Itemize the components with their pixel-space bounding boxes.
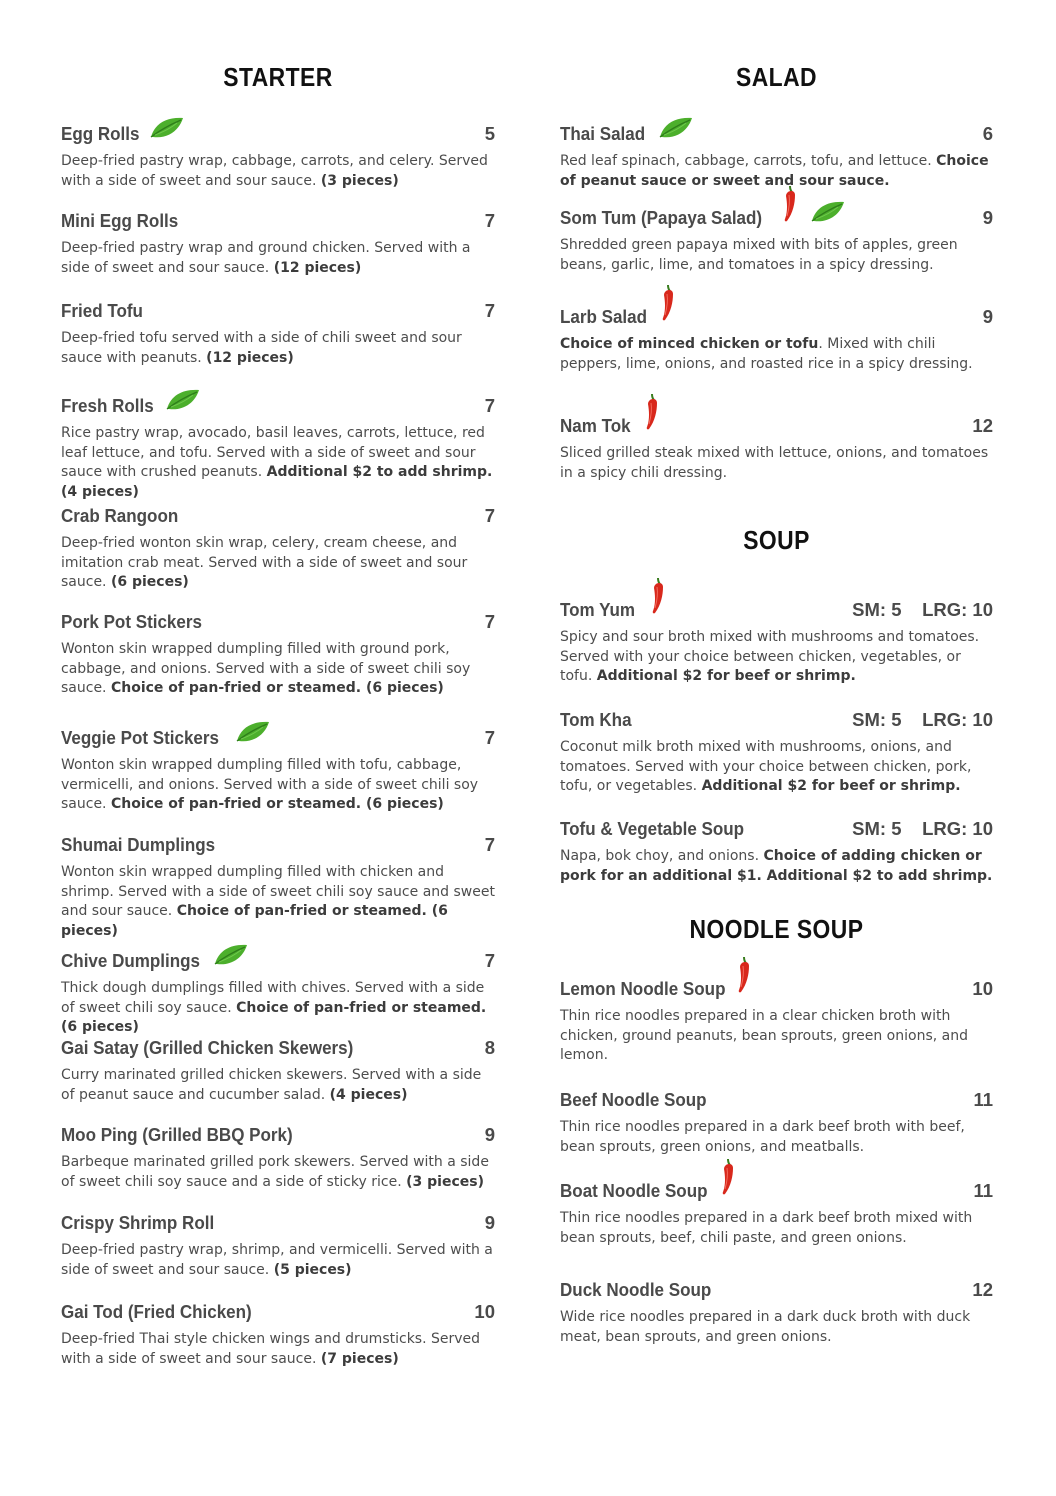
menu-item-veggie-pot-stickers [61,719,495,815]
menu-item-gai-tod-fried-chicken [61,1295,495,1369]
item-description-bold: Additional $2 to add shrimp. (4 pieces) [61,464,493,500]
item-description-bold-lead: Choice of minced chicken or tofu [560,336,819,352]
item-description [61,534,495,593]
item-description-text: Spicy and sour broth mixed with mushrooms and tomatoes. Served with your choice between chicken, vegetables, or tofu. [560,629,980,684]
item-description [560,236,993,275]
item-price: 10 [474,1301,495,1322]
item-description [560,1308,993,1347]
item-price: 7 [484,505,495,526]
item-name: Duck Noodle Soup [560,1279,712,1300]
item-price: 11 [973,1089,993,1110]
menu-item-pork-pot-stickers [61,605,495,699]
menu-item-beef-noodle-soup [560,1083,993,1157]
menu-item-crispy-shrimp-roll [61,1206,495,1280]
chili-pepper-icon [644,393,660,431]
menu-item-tom-yum [560,575,993,687]
item-description-text: Rice pastry wrap, avocado, basil leaves, carrots, lettuce, red leaf lettuce, and tofu. Served with a side of sweet and sour sauce with crushed peanuts. [61,425,485,480]
item-price: SM: 5 LRG: 10 [852,818,993,839]
chili-pepper-icon [782,185,798,223]
item-description [61,239,495,278]
item-price: 7 [484,727,495,748]
menu-item-lemon-noodle-soup [560,954,993,1066]
item-description [61,1153,495,1192]
item-price: SM: 5 LRG: 10 [852,599,993,620]
item-name: Tofu & Vegetable Soup [560,818,745,839]
item-price: 7 [484,950,495,971]
item-name: Egg Rolls [61,123,140,144]
item-price: 10 [972,978,993,999]
menu-item-chive-dumplings [61,942,495,1038]
item-description [560,444,993,483]
menu-item-nam-tok [560,391,993,483]
item-price: 7 [484,611,495,632]
item-description [560,1118,993,1157]
item-name: Veggie Pot Stickers [61,727,219,748]
item-price: 5 [484,123,495,144]
item-description-text: Wide rice noodles prepared in a dark duck broth with duck meat, bean sprouts, and green onions. [560,1309,971,1345]
item-price: 12 [972,415,993,436]
item-description-text: Coconut milk broth mixed with mushrooms, onions, and tomatoes. Served with your choice between chicken, pork, tofu, or vegetables. [560,739,972,794]
item-price: 11 [973,1180,993,1201]
item-description [61,640,495,699]
item-name: Fresh Rolls [61,395,154,416]
item-description-text: Deep-fried tofu served with a side of chili sweet and sour sauce with peanuts. [61,330,462,366]
leaf-icon [658,115,694,141]
leaf-icon [149,115,185,141]
starter-title: STARTER [223,62,333,92]
item-price: SM: 5 LRG: 10 [852,709,993,730]
leaf-icon [165,387,201,413]
item-description-bold: Choice of pan-fried or steamed. (6 pieces) [61,999,487,1035]
item-description-bold: (12 pieces) [206,349,294,366]
menu-item-duck-noodle-soup [560,1273,993,1347]
noodle-soup-title: NOODLE SOUP [689,914,864,944]
item-description-bold: Choice of pan-fried or steamed. (6 pieces) [61,903,448,939]
item-description [61,424,495,502]
salad-title: SALAD [735,62,818,92]
menu-item-fried-tofu [61,294,495,368]
menu-item-fresh-rolls [61,387,495,502]
item-name: Nam Tok [560,415,631,436]
item-description-text: Wonton skin wrapped dumpling filled with ground pork, cabbage, and onions. Served with a side of sweet chili soy sauce. [61,641,471,696]
menu-item-mini-egg-rolls [61,204,495,278]
item-description [61,756,495,815]
item-name: Lemon Noodle Soup [560,978,726,999]
item-description [61,863,495,941]
item-description [61,979,495,1038]
item-name: Fried Tofu [61,300,143,321]
item-description-text: Wonton skin wrapped dumpling filled with chicken and shrimp. Served with a side of sweet chili soy sauce and sweet and sour sauce. [61,864,495,919]
item-name: Larb Salad [560,306,648,327]
item-description-text: Curry marinated grilled chicken skewers. Served with a side of peanut sauce and cucumber salad. [61,1067,482,1103]
item-description [560,1007,993,1066]
item-price: 9 [484,1124,495,1145]
menu-item-tofu-vegetable-soup [560,812,993,886]
item-description-bold: (7 pieces) [320,1350,399,1367]
item-description-bold: Choice of pan-fried or steamed. (6 pieces) [110,680,444,696]
item-name: Tom Kha [560,709,632,730]
item-description-text: Sliced grilled steak mixed with lettuce, onions, and tomatoes in a spicy chili dressing. [560,445,989,481]
item-price: 7 [484,300,495,321]
item-description-text: Deep-fried pastry wrap, shrimp, and vermicelli. Served with a side of sweet and sour sauce. [61,1242,493,1278]
menu-item-shumai-dumplings [61,828,495,941]
item-description-text: Napa, bok choy, and onions. [560,848,760,864]
item-description-text: Deep-fried pastry wrap, cabbage, carrots, and celery. Served with a side of sweet and sour sauce. [61,153,488,189]
chili-pepper-icon [660,284,676,322]
item-price: 7 [484,210,495,231]
item-price: 12 [972,1279,993,1300]
menu-item-boat-noodle-soup [560,1156,993,1248]
item-price: 8 [484,1037,495,1058]
item-description [61,1066,495,1105]
item-name: Mini Egg Rolls [61,210,179,231]
item-price: 7 [484,395,495,416]
menu-item-moo-ping-grilled-bbq-pork [61,1118,495,1192]
item-description-bold: (3 pieces) [406,1173,484,1190]
item-description-text: Thin rice noodles prepared in a dark beef broth mixed with bean sprouts, beef, chili paste, and green onions. [560,1210,973,1246]
item-name: Gai Tod (Fried Chicken) [61,1301,252,1322]
item-name: Pork Pot Stickers [61,611,202,632]
menu-item-tom-kha [560,703,993,797]
item-description-text: Wonton skin wrapped dumpling filled with tofu, cabbage, vermicelli, and onions. Served with a side of sweet chili soy sauce. [61,757,479,812]
item-description [61,152,495,191]
item-description-text: Shredded green papaya mixed with bits of apples, green beans, garlic, lime, and tomatoes in a spicy dressing. [560,237,958,273]
item-name: Chive Dumplings [61,950,201,971]
item-description-bold: Additional $2 for beef or shrimp. [701,778,961,794]
item-name: Crispy Shrimp Roll [61,1212,215,1233]
item-price: 7 [484,834,495,855]
item-price: 9 [982,306,993,327]
item-description-bold: (12 pieces) [273,259,362,276]
item-description [61,1241,495,1280]
item-name: Thai Salad [560,123,646,144]
item-description [560,1209,993,1248]
item-description-bold: Additional $2 for beef or shrimp. [596,668,856,684]
item-price: 6 [982,123,993,144]
menu-item-gai-satay-grilled-chicken-skewers [61,1031,495,1105]
item-description-text: . Mixed with chili peppers, lime, onions, and roasted rice in a spicy dressing. [560,336,973,372]
item-description-text: Thick dough dumplings filled with chives. Served with a side of sweet chili soy sauce. [61,980,485,1016]
item-description-bold: (5 pieces) [273,1261,352,1278]
item-name: Tom Yum [560,599,636,620]
item-description [560,847,993,886]
item-description [61,329,495,368]
menu-item-thai-salad [560,117,993,191]
item-description-bold: Choice of pan-fried or steamed. (6 pieces) [110,796,444,812]
chili-pepper-icon [720,1158,736,1196]
item-description-bold: (6 pieces) [110,574,189,590]
item-description-bold: (3 pieces) [320,172,399,189]
item-description [560,738,993,797]
item-name: Gai Satay (Grilled Chicken Skewers) [61,1037,354,1058]
item-description-text: Red leaf spinach, cabbage, carrots, tofu, and lettuce. [560,153,932,169]
item-name: Beef Noodle Soup [560,1089,707,1110]
item-description-bold: Choice of peanut sauce or sweet and sour sauce. [560,153,989,189]
item-name: Shumai Dumplings [61,834,216,855]
item-description-text: Thin rice noodles prepared in a dark beef broth with beef, bean sprouts, green onions, and meatballs. [560,1119,965,1155]
soup-title: SOUP [743,525,810,555]
chili-pepper-icon [736,956,752,994]
item-price: 9 [484,1212,495,1233]
item-name: Boat Noodle Soup [560,1180,708,1201]
item-description-bold: (4 pieces) [329,1086,408,1103]
item-description [560,152,993,191]
menu-item-som-tum-papaya-salad [560,191,993,275]
item-description [560,628,993,687]
item-description-bold: Choice of adding chicken or pork for an additional $1. Additional $2 to add shrimp. [560,848,993,884]
leaf-icon [213,942,249,968]
item-description-text: Deep-fried wonton skin wrap, celery, cream cheese, and imitation crab meat. Served with a side of sweet and sour sauce. [61,535,468,590]
item-description [61,1330,495,1369]
item-price: 9 [982,207,993,228]
item-description-text: Deep-fried pastry wrap and ground chicken. Served with a side of sweet and sour sauce. [61,240,471,276]
item-description-text: Barbeque marinated grilled pork skewers. Served with a side of sweet chili soy sauce and a side of sticky rice. [61,1154,489,1190]
item-name: Som Tum (Papaya Salad) [560,207,763,228]
item-name: Moo Ping (Grilled BBQ Pork) [61,1124,293,1145]
item-description-text: Deep-fried Thai style chicken wings and drumsticks. Served with a side of sweet and sour sauce. [61,1331,481,1367]
leaf-icon [235,719,271,745]
leaf-icon [810,199,846,225]
item-name: Crab Rangoon [61,505,179,526]
item-description [560,335,993,374]
menu-item-egg-rolls [61,117,495,191]
menu-item-larb-salad [560,282,993,374]
chili-pepper-icon [650,577,666,615]
menu-item-crab-rangoon [61,499,495,593]
item-description-text: Thin rice noodles prepared in a clear chicken broth with chicken, ground peanuts, bean sprouts, green onions, and lemon. [560,1008,968,1063]
